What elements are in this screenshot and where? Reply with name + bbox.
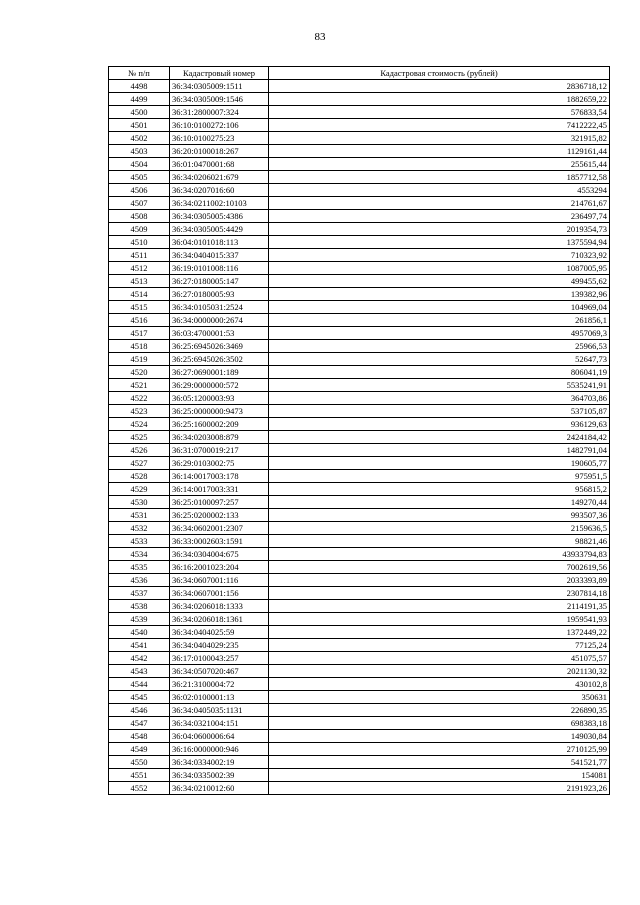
row-index-cell: 4525	[109, 431, 170, 444]
row-index-cell: 4529	[109, 483, 170, 496]
table-row	[109, 197, 610, 210]
table-row	[109, 574, 610, 587]
table-row	[109, 106, 610, 119]
row-index-cell: 4534	[109, 548, 170, 561]
cadastral-value-cell: 975951,5	[269, 470, 610, 483]
row-index-cell: 4505	[109, 171, 170, 184]
cadastral-number-cell: 36:34:0607001:156	[170, 587, 269, 600]
cadastral-value-cell: 2159636,5	[269, 522, 610, 535]
cadastral-value-cell: 7002619,56	[269, 561, 610, 574]
table-row	[109, 769, 610, 782]
table-row	[109, 457, 610, 470]
table-row	[109, 366, 610, 379]
cadastral-value-cell: 2191923,26	[269, 782, 610, 795]
cadastral-number-cell: 36:10:0100272:106	[170, 119, 269, 132]
row-index-cell: 4511	[109, 249, 170, 262]
cadastral-value-cell: 43933794,83	[269, 548, 610, 561]
cadastral-value-cell: 451075,57	[269, 652, 610, 665]
cadastral-value-cell: 149270,44	[269, 496, 610, 509]
cadastral-value-cell: 226890,35	[269, 704, 610, 717]
column-header-index: № п/п	[109, 67, 170, 80]
row-index-cell: 4550	[109, 756, 170, 769]
cadastral-value-cell: 350631	[269, 691, 610, 704]
cadastral-number-cell: 36:33:0002603:1591	[170, 535, 269, 548]
row-index-cell: 4546	[109, 704, 170, 717]
cadastral-number-cell: 36:34:0334002:19	[170, 756, 269, 769]
row-index-cell: 4533	[109, 535, 170, 548]
cadastral-value-cell: 537105,87	[269, 405, 610, 418]
cadastral-number-cell: 36:34:0206021:679	[170, 171, 269, 184]
cadastral-value-cell: 149030,84	[269, 730, 610, 743]
table-row	[109, 782, 610, 795]
table-row	[109, 717, 610, 730]
cadastral-value-cell: 710323,92	[269, 249, 610, 262]
table-row	[109, 210, 610, 223]
table-row	[109, 691, 610, 704]
cadastral-number-cell: 36:20:0100018:267	[170, 145, 269, 158]
row-index-cell: 4528	[109, 470, 170, 483]
cadastral-value-cell: 1857712,58	[269, 171, 610, 184]
row-index-cell: 4512	[109, 262, 170, 275]
row-index-cell: 4508	[109, 210, 170, 223]
cadastral-value-cell: 430102,8	[269, 678, 610, 691]
cadastral-number-cell: 36:25:0000000:9473	[170, 405, 269, 418]
row-index-cell: 4501	[109, 119, 170, 132]
table-row	[109, 132, 610, 145]
cadastral-number-cell: 36:25:6945026:3469	[170, 340, 269, 353]
row-index-cell: 4541	[109, 639, 170, 652]
table-row	[109, 704, 610, 717]
cadastral-value-cell: 1372449,22	[269, 626, 610, 639]
table-row	[109, 600, 610, 613]
table-row	[109, 93, 610, 106]
row-index-cell: 4540	[109, 626, 170, 639]
cadastral-value-table	[108, 66, 610, 795]
cadastral-value-cell: 98821,46	[269, 535, 610, 548]
cadastral-number-cell: 36:14:0017003:331	[170, 483, 269, 496]
cadastral-value-cell: 261856,1	[269, 314, 610, 327]
table-row	[109, 665, 610, 678]
table-row	[109, 249, 610, 262]
cadastral-value-cell: 214761,67	[269, 197, 610, 210]
table-row	[109, 405, 610, 418]
cadastral-number-cell: 36:34:0206018:1361	[170, 613, 269, 626]
row-index-cell: 4498	[109, 80, 170, 93]
row-index-cell: 4549	[109, 743, 170, 756]
cadastral-value-cell: 541521,77	[269, 756, 610, 769]
cadastral-value-cell: 2021130,32	[269, 665, 610, 678]
table-row	[109, 288, 610, 301]
cadastral-number-cell: 36:14:0017003:178	[170, 470, 269, 483]
row-index-cell: 4544	[109, 678, 170, 691]
cadastral-number-cell: 36:34:0305009:1511	[170, 80, 269, 93]
cadastral-value-cell: 236497,74	[269, 210, 610, 223]
cadastral-number-cell: 36:25:6945026:3502	[170, 353, 269, 366]
table-row	[109, 275, 610, 288]
table-row	[109, 379, 610, 392]
row-index-cell: 4502	[109, 132, 170, 145]
row-index-cell: 4536	[109, 574, 170, 587]
table-row	[109, 743, 610, 756]
table-row	[109, 756, 610, 769]
row-index-cell: 4517	[109, 327, 170, 340]
cadastral-number-cell: 36:34:0203008:879	[170, 431, 269, 444]
cadastral-number-cell: 36:25:0200002:133	[170, 509, 269, 522]
row-index-cell: 4543	[109, 665, 170, 678]
cadastral-number-cell: 36:21:3100004:72	[170, 678, 269, 691]
cadastral-number-cell: 36:25:0100097:257	[170, 496, 269, 509]
table-row	[109, 678, 610, 691]
cadastral-number-cell: 36:01:0470001:68	[170, 158, 269, 171]
cadastral-number-cell: 36:04:0101018:113	[170, 236, 269, 249]
table-body	[109, 80, 610, 795]
cadastral-value-cell: 321915,82	[269, 132, 610, 145]
cadastral-number-cell: 36:34:0335002:39	[170, 769, 269, 782]
row-index-cell: 4521	[109, 379, 170, 392]
row-index-cell: 4538	[109, 600, 170, 613]
table-row	[109, 652, 610, 665]
table-row	[109, 613, 610, 626]
row-index-cell: 4547	[109, 717, 170, 730]
cadastral-value-cell: 1129161,44	[269, 145, 610, 158]
cadastral-number-cell: 36:34:0105031:2524	[170, 301, 269, 314]
cadastral-number-cell: 36:16:0000000:946	[170, 743, 269, 756]
table-row	[109, 301, 610, 314]
cadastral-value-cell: 104969,04	[269, 301, 610, 314]
cadastral-value-cell: 139382,96	[269, 288, 610, 301]
cadastral-number-cell: 36:34:0304004:675	[170, 548, 269, 561]
table-row	[109, 262, 610, 275]
row-index-cell: 4519	[109, 353, 170, 366]
row-index-cell: 4542	[109, 652, 170, 665]
cadastral-value-cell: 77125,24	[269, 639, 610, 652]
cadastral-value-cell: 2019354,73	[269, 223, 610, 236]
cadastral-number-cell: 36:10:0100275:23	[170, 132, 269, 145]
row-index-cell: 4524	[109, 418, 170, 431]
cadastral-number-cell: 36:27:0180005:93	[170, 288, 269, 301]
cadastral-number-cell: 36:34:0404029:235	[170, 639, 269, 652]
cadastral-number-cell: 36:34:0000000:2674	[170, 314, 269, 327]
table-row	[109, 184, 610, 197]
table-row	[109, 444, 610, 457]
cadastral-value-cell: 993507,36	[269, 509, 610, 522]
table-row	[109, 418, 610, 431]
cadastral-number-cell: 36:31:0700019:217	[170, 444, 269, 457]
cadastral-number-cell: 36:05:1200003:93	[170, 392, 269, 405]
row-index-cell: 4532	[109, 522, 170, 535]
row-index-cell: 4514	[109, 288, 170, 301]
row-index-cell: 4552	[109, 782, 170, 795]
cadastral-value-cell: 190605,77	[269, 457, 610, 470]
cadastral-value-cell: 255615,44	[269, 158, 610, 171]
cadastral-value-cell: 1882659,22	[269, 93, 610, 106]
table-row	[109, 314, 610, 327]
table-row	[109, 353, 610, 366]
row-index-cell: 4530	[109, 496, 170, 509]
cadastral-number-cell: 36:03:4700001:53	[170, 327, 269, 340]
cadastral-number-cell: 36:34:0305009:1546	[170, 93, 269, 106]
row-index-cell: 4516	[109, 314, 170, 327]
table-row	[109, 145, 610, 158]
cadastral-number-cell: 36:29:0103002:75	[170, 457, 269, 470]
cadastral-number-cell: 36:19:0101008:116	[170, 262, 269, 275]
cadastral-number-cell: 36:17:0100043:257	[170, 652, 269, 665]
cadastral-number-cell: 36:31:2800007:324	[170, 106, 269, 119]
cadastral-value-cell: 4957069,3	[269, 327, 610, 340]
cadastral-value-cell: 2424184,42	[269, 431, 610, 444]
table-row	[109, 327, 610, 340]
table-row	[109, 431, 610, 444]
cadastral-value-cell: 806041,19	[269, 366, 610, 379]
table-row	[109, 340, 610, 353]
cadastral-value-cell: 2114191,35	[269, 600, 610, 613]
row-index-cell: 4535	[109, 561, 170, 574]
row-index-cell: 4507	[109, 197, 170, 210]
cadastral-number-cell: 36:34:0607001:116	[170, 574, 269, 587]
cadastral-number-cell: 36:34:0305005:4386	[170, 210, 269, 223]
table-row	[109, 509, 610, 522]
table-row	[109, 223, 610, 236]
table-row	[109, 639, 610, 652]
row-index-cell: 4503	[109, 145, 170, 158]
row-index-cell: 4510	[109, 236, 170, 249]
table-row	[109, 80, 610, 93]
table-row	[109, 548, 610, 561]
row-index-cell: 4500	[109, 106, 170, 119]
page-number: 83	[314, 31, 326, 43]
cadastral-value-cell: 364703,86	[269, 392, 610, 405]
cadastral-number-cell: 36:25:1600002:209	[170, 418, 269, 431]
table-row	[109, 171, 610, 184]
cadastral-number-cell: 36:29:0000000:572	[170, 379, 269, 392]
table-row	[109, 730, 610, 743]
cadastral-value-cell: 4553294	[269, 184, 610, 197]
row-index-cell: 4515	[109, 301, 170, 314]
cadastral-value-cell: 2710125,99	[269, 743, 610, 756]
cadastral-number-cell: 36:34:0405035:1131	[170, 704, 269, 717]
table-row	[109, 119, 610, 132]
cadastral-number-cell: 36:27:0180005:147	[170, 275, 269, 288]
cadastral-value-cell: 5535241,91	[269, 379, 610, 392]
row-index-cell: 4499	[109, 93, 170, 106]
cadastral-value-cell: 698383,18	[269, 717, 610, 730]
table-row	[109, 392, 610, 405]
table-row	[109, 158, 610, 171]
cadastral-value-cell: 499455,62	[269, 275, 610, 288]
cadastral-number-cell: 36:16:2001023:204	[170, 561, 269, 574]
cadastral-value-cell: 1375594,94	[269, 236, 610, 249]
table-row	[109, 535, 610, 548]
cadastral-value-cell: 7412222,45	[269, 119, 610, 132]
row-index-cell: 4551	[109, 769, 170, 782]
cadastral-value-cell: 1087005,95	[269, 262, 610, 275]
cadastral-value-cell: 956815,2	[269, 483, 610, 496]
row-index-cell: 4531	[109, 509, 170, 522]
table-row	[109, 470, 610, 483]
cadastral-number-cell: 36:34:0507020:467	[170, 665, 269, 678]
cadastral-number-cell: 36:34:0207016:60	[170, 184, 269, 197]
row-index-cell: 4526	[109, 444, 170, 457]
cadastral-number-cell: 36:34:0210012:60	[170, 782, 269, 795]
table-row	[109, 561, 610, 574]
cadastral-value-cell: 25966,53	[269, 340, 610, 353]
table-row	[109, 483, 610, 496]
cadastral-value-cell: 2033393,89	[269, 574, 610, 587]
table-row	[109, 587, 610, 600]
row-index-cell: 4506	[109, 184, 170, 197]
cadastral-value-cell: 1482791,04	[269, 444, 610, 457]
row-index-cell: 4548	[109, 730, 170, 743]
cadastral-value-cell: 2307814,18	[269, 587, 610, 600]
cadastral-number-cell: 36:34:0404025:59	[170, 626, 269, 639]
table-row	[109, 626, 610, 639]
row-index-cell: 4539	[109, 613, 170, 626]
cadastral-number-cell: 36:02:0100001:13	[170, 691, 269, 704]
row-index-cell: 4504	[109, 158, 170, 171]
cadastral-number-cell: 36:34:0206018:1333	[170, 600, 269, 613]
row-index-cell: 4527	[109, 457, 170, 470]
row-index-cell: 4518	[109, 340, 170, 353]
cadastral-value-cell: 936129,63	[269, 418, 610, 431]
cadastral-number-cell: 36:34:0404015:337	[170, 249, 269, 262]
table-row	[109, 496, 610, 509]
cadastral-value-cell: 1959541,93	[269, 613, 610, 626]
table-header-row	[109, 67, 610, 80]
column-header-cadastral-number: Кадастровый номер	[170, 67, 269, 80]
cadastral-value-cell: 2836718,12	[269, 80, 610, 93]
column-header-cadastral-value: Кадастровая стоимость (рублей)	[269, 67, 610, 80]
row-index-cell: 4523	[109, 405, 170, 418]
cadastral-number-cell: 36:34:0321004:151	[170, 717, 269, 730]
row-index-cell: 4513	[109, 275, 170, 288]
row-index-cell: 4509	[109, 223, 170, 236]
cadastral-number-cell: 36:34:0211002:10103	[170, 197, 269, 210]
cadastral-number-cell: 36:04:0600006:64	[170, 730, 269, 743]
row-index-cell: 4520	[109, 366, 170, 379]
cadastral-number-cell: 36:34:0602001:2307	[170, 522, 269, 535]
table-row	[109, 236, 610, 249]
cadastral-value-cell: 154081	[269, 769, 610, 782]
cadastral-value-cell: 52647,73	[269, 353, 610, 366]
cadastral-number-cell: 36:27:0690001:189	[170, 366, 269, 379]
row-index-cell: 4537	[109, 587, 170, 600]
row-index-cell: 4545	[109, 691, 170, 704]
cadastral-number-cell: 36:34:0305005:4429	[170, 223, 269, 236]
row-index-cell: 4522	[109, 392, 170, 405]
table-row	[109, 522, 610, 535]
cadastral-value-cell: 576833,54	[269, 106, 610, 119]
